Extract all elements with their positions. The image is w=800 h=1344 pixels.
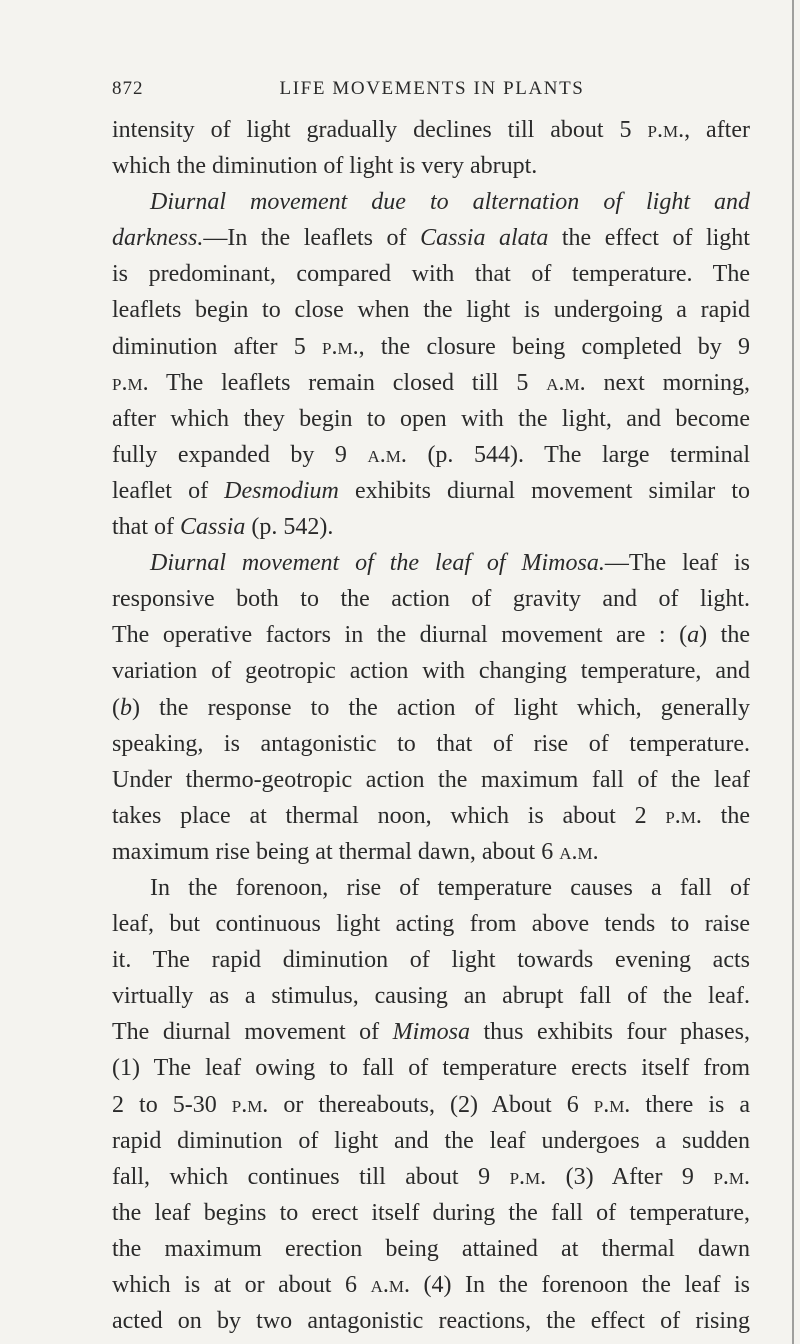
text-line: 2 to 5-30 p.m. or thereabouts, (2) About 6 p.m. there is a [112,1091,751,1118]
text-line: The operative factors in the diurnal movement are : (a) the [112,622,750,649]
text-line: the maximum erection being attained at thermal dawn [112,1235,750,1262]
text-line: (1) The leaf owing to fall of temperature erects itself from [112,1055,750,1082]
text-line: fall, which continues till about 9 p.m. (3) After 9 p.m. [112,1163,751,1190]
text-line: which the diminution of light is very abrupt. [112,153,538,180]
section-heading: Diurnal movement due to alternation of light and [150,189,750,216]
text-line: The diurnal movement of Mimosa thus exhibits four phases, [112,1019,750,1046]
text-line: rapid diminution of light and the leaf undergoes a sudden [112,1127,750,1154]
body-text [112,112,750,1339]
text-line: maximum rise being at thermal dawn, about 6 a.m. [112,838,599,865]
text-line: which is at or about 6 a.m. (4) In the forenoon the leaf is [112,1272,750,1298]
text-line: fully expanded by 9 a.m. (p. 544). The large terminal [112,441,750,468]
text-line: responsive both to the action of gravity and of light. [112,586,750,613]
page-header [112,78,752,106]
text-line: diminution after 5 p.m., the closure being completed by 9 [112,333,751,360]
text-line: leaflets begin to close when the light is undergoing a rapid [112,297,750,324]
text-line: leaflet of Desmodium exhibits diurnal movement similar to [112,477,750,504]
text-line: p.m. The leaflets remain closed till 5 a.m. next morning, [112,369,750,396]
page-edge-shadow [792,0,794,1344]
text-line: takes place at thermal noon, which is about 2 p.m. the [112,802,750,829]
text-line: that of Cassia (p. 542). [112,514,334,541]
text-line: In the forenoon, rise of temperature causes a fall of [150,874,750,901]
text-line: acted on by two antagonistic reactions, the effect of rising [112,1308,750,1335]
text-line: darkness.—In the leaflets of Cassia alata the effect of light [112,225,750,252]
text-line: intensity of light gradually declines till about 5 p.m., after [112,117,750,143]
text-line: speaking, is antagonistic to that of rise of temperature. [112,730,750,757]
text-line: it. The rapid diminution of light towards evening acts [112,947,750,974]
text-line: Diurnal movement of the leaf of Mimosa.—The leaf is [150,550,750,577]
text-line: variation of geotropic action with changing temperature, and [112,658,750,685]
running-head: LIFE MOVEMENTS IN PLANTS [279,78,585,99]
section-heading-continued: darkness. [112,225,204,252]
text-line: leaf, but continuous light acting from above tends to raise [112,911,750,938]
section-heading-line [112,184,750,220]
section-heading: Diurnal movement of the leaf of Mimosa. [150,550,605,577]
text-line: Under thermo-geotropic action the maximum fall of the leaf [112,766,750,793]
text-line: the leaf begins to erect itself during the fall of temperature, [112,1199,750,1226]
text-line: after which they begin to open with the light, and become [112,405,750,432]
text-line: is predominant, compared with that of temperature. The [112,261,750,288]
text-line: virtually as a stimulus, causing an abrupt fall of the leaf. [112,983,750,1010]
page-number: 872 [112,78,144,99]
text-line: (b) the response to the action of light which, generally [112,694,750,721]
